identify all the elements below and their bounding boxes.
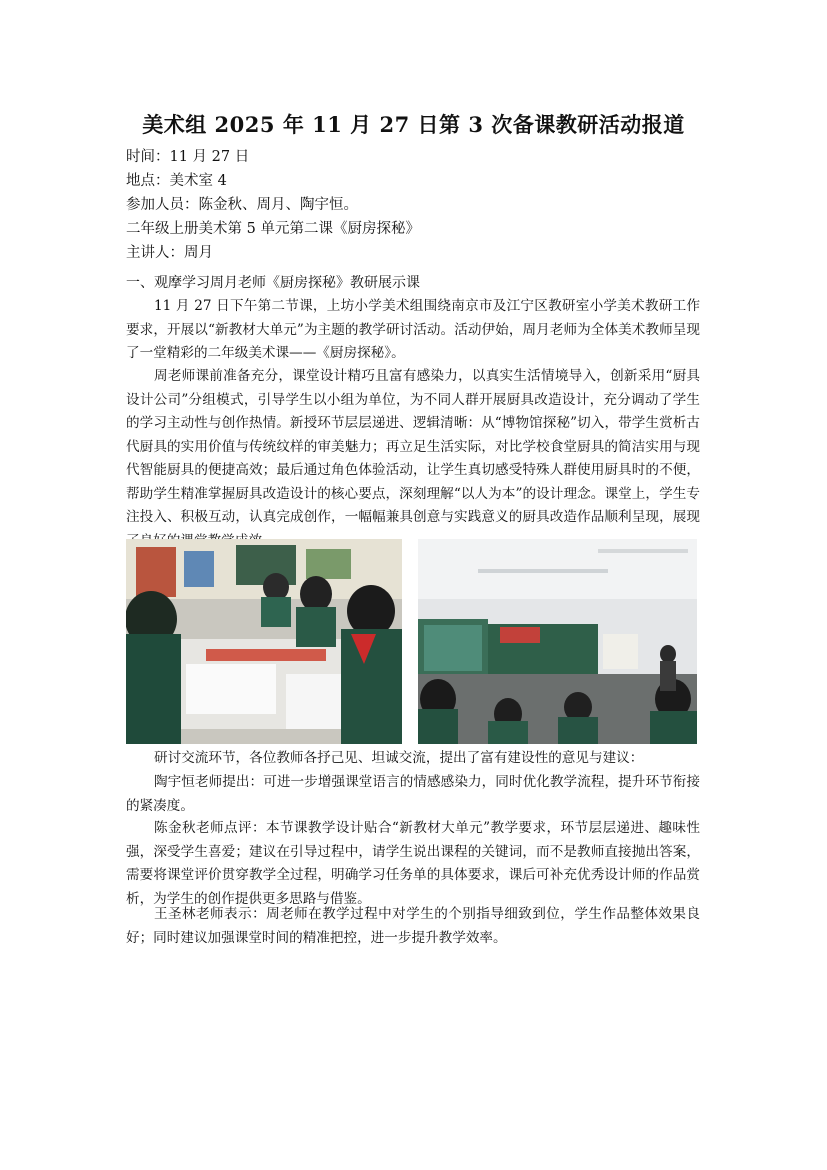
paragraph-intro: 11 月 27 日下午第二节课，上坊小学美术组围绕南京市及江宁区教研室小学美术教研工作要求，开展以“新教材大单元”为主题的教学研讨活动。活动伊始，周月老师为全体美术教师呈现了一堂精彩的二年级美术课——《厨房探秘》。	[126, 298, 700, 361]
meta-speaker: 主讲人：周月	[126, 245, 213, 261]
meta-participants: 参加人员：陈金秋、周月、陶宇恒。	[126, 197, 358, 213]
paragraph-feedback-wang: 王圣林老师表示：周老师在教学过程中对学生的个别指导细致到位，学生作品整体效果良好；同时建议加强课堂时间的精准把控，进一步提升教学效率。	[126, 906, 700, 946]
paragraph-discussion-intro: 研讨交流环节，各位教师各抒己见、坦诚交流，提出了富有建设性的意见与建议：	[154, 750, 644, 766]
page-title: 美术组 2025 年 11 月 27 日第 3 次备课教研活动报道	[142, 112, 685, 137]
paragraph-feedback-tao: 陶宇恒老师提出：可进一步增强课堂语言的情感感染力，同时优化教学流程，提升环节衔接的紧凑度。	[126, 774, 700, 814]
meta-time: 时间：11 月 27 日	[126, 149, 250, 165]
section-heading: 一、观摩学习周月老师《厨房探秘》教研展示课	[126, 275, 420, 291]
meta-location: 地点：美术室 4	[126, 173, 227, 189]
paragraph-feedback-chen: 陈金秋老师点评：本节课教学设计贴合“新教材大单元”教学要求，环节层层递进、趣味性强，深受学生喜爱；建议在引导过程中，请学生说出课程的关键词，而不是教师直接抛出答案，需要将课堂评价贯穿教学全过程，明确学习任务单的具体要求，课后可补充优秀设计师的作品赏析，为学生的创作提供更多思路与借鉴。	[126, 820, 700, 907]
classroom-photo-students	[126, 539, 402, 744]
meta-lesson: 二年级上册美术第 5 单元第二课《厨房探秘》	[126, 221, 420, 237]
classroom-photo-wide	[418, 539, 697, 744]
paragraph-lesson-detail: 周老师课前准备充分，课堂设计精巧且富有感染力，以真实生活情境导入，创新采用“厨具设计公司”分组模式，引导学生以小组为单位，为不同人群开展厨具改造设计，充分调动了学生的学习主动性与创作热情。新授环节层层递进、逻辑清晰：从“博物馆探秘”切入，带学生赏析古代厨具的实用价值与传统纹样的审美魅力；再立足生活实际，对比学校食堂厨具的简洁实用与现代智能厨具的便捷高效；最后通过角色体验活动，让学生真切感受特殊人群使用厨具时的不便，帮助学生精准掌握厨具改造设计的核心要点，深刻理解“以人为本”的设计理念。课堂上，学生专注投入、积极互动，认真完成创作，一幅幅兼具创意与实践意义的厨具改造作品顺利呈现，展现	[126, 368, 700, 525]
